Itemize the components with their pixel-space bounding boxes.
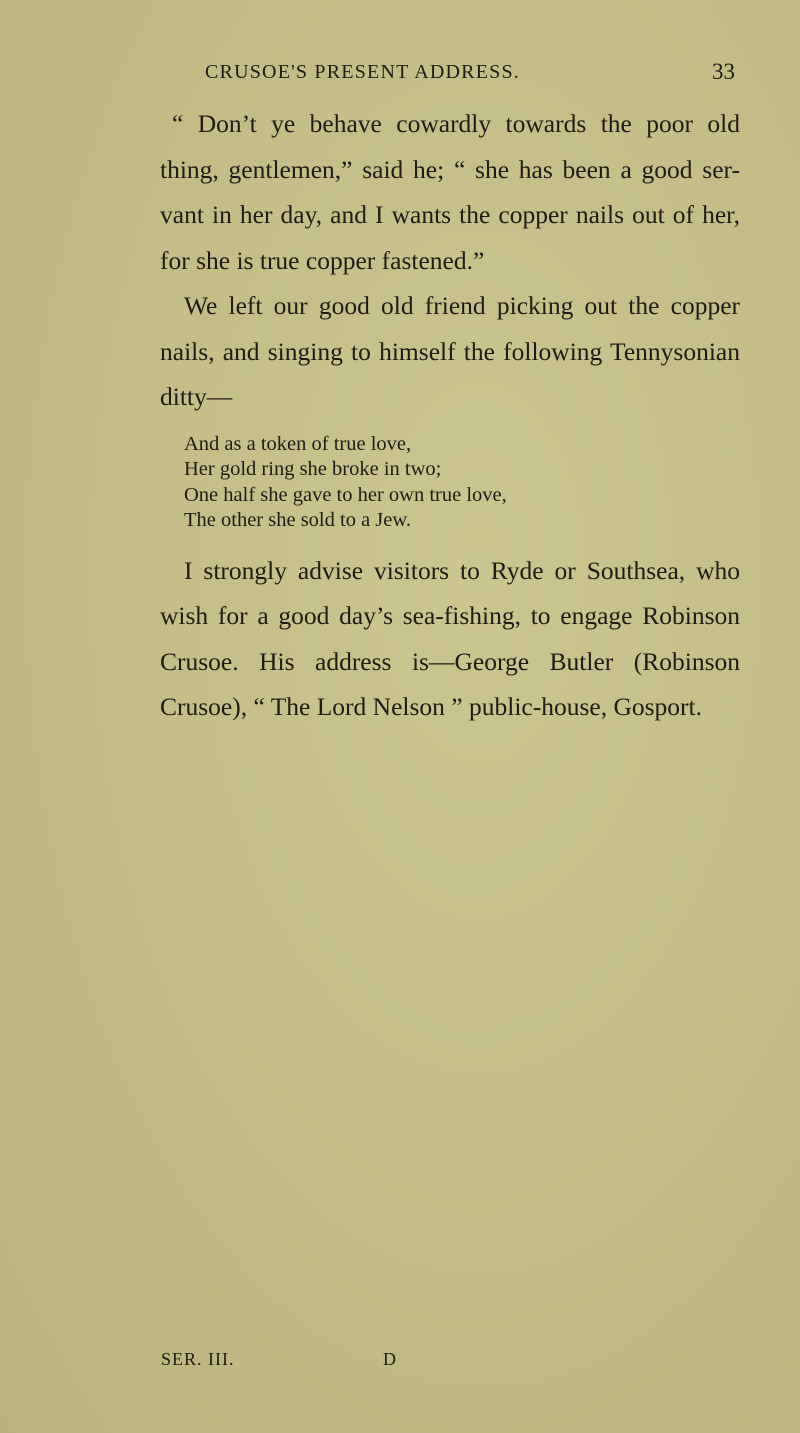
running-head xyxy=(205,61,735,91)
paragraph-3: I strongly advise visitors to Ryde or Southsea, who wish for a good day’s sea-fishing, to engage Robinson Crusoe. His address is—George Butler (Robinson Crusoe), “ The Lord Nelson ” public-house, Gosport. xyxy=(160,555,740,721)
verse-line: The other she sold to a Jew. xyxy=(184,509,411,531)
verse-line: And as a token of true love, xyxy=(184,432,412,455)
signature-letter: D xyxy=(383,1349,396,1369)
page-number: 33 xyxy=(712,59,735,84)
paragraph-1: “ Don’t ye behave cowardly towards the poor old thing, gentlemen,” said he; “ she has been a good ser-vant in her day, and I wants the copper nails out of her, for she is true copper fastened.” xyxy=(160,109,740,275)
body-text xyxy=(160,101,740,730)
signature-mark: SER. III. xyxy=(161,1349,235,1369)
verse-line: One half she gave to her own true love, xyxy=(184,483,507,506)
paragraph-2: We left our good old friend picking out the copper nails, and singing to himself the following Tennysonian ditty— xyxy=(160,291,740,411)
verse xyxy=(184,432,740,534)
page-title: CRUSOE'S PRESENT ADDRESS. xyxy=(205,61,520,83)
verse-line: Her gold ring she broke in two; xyxy=(184,458,442,480)
